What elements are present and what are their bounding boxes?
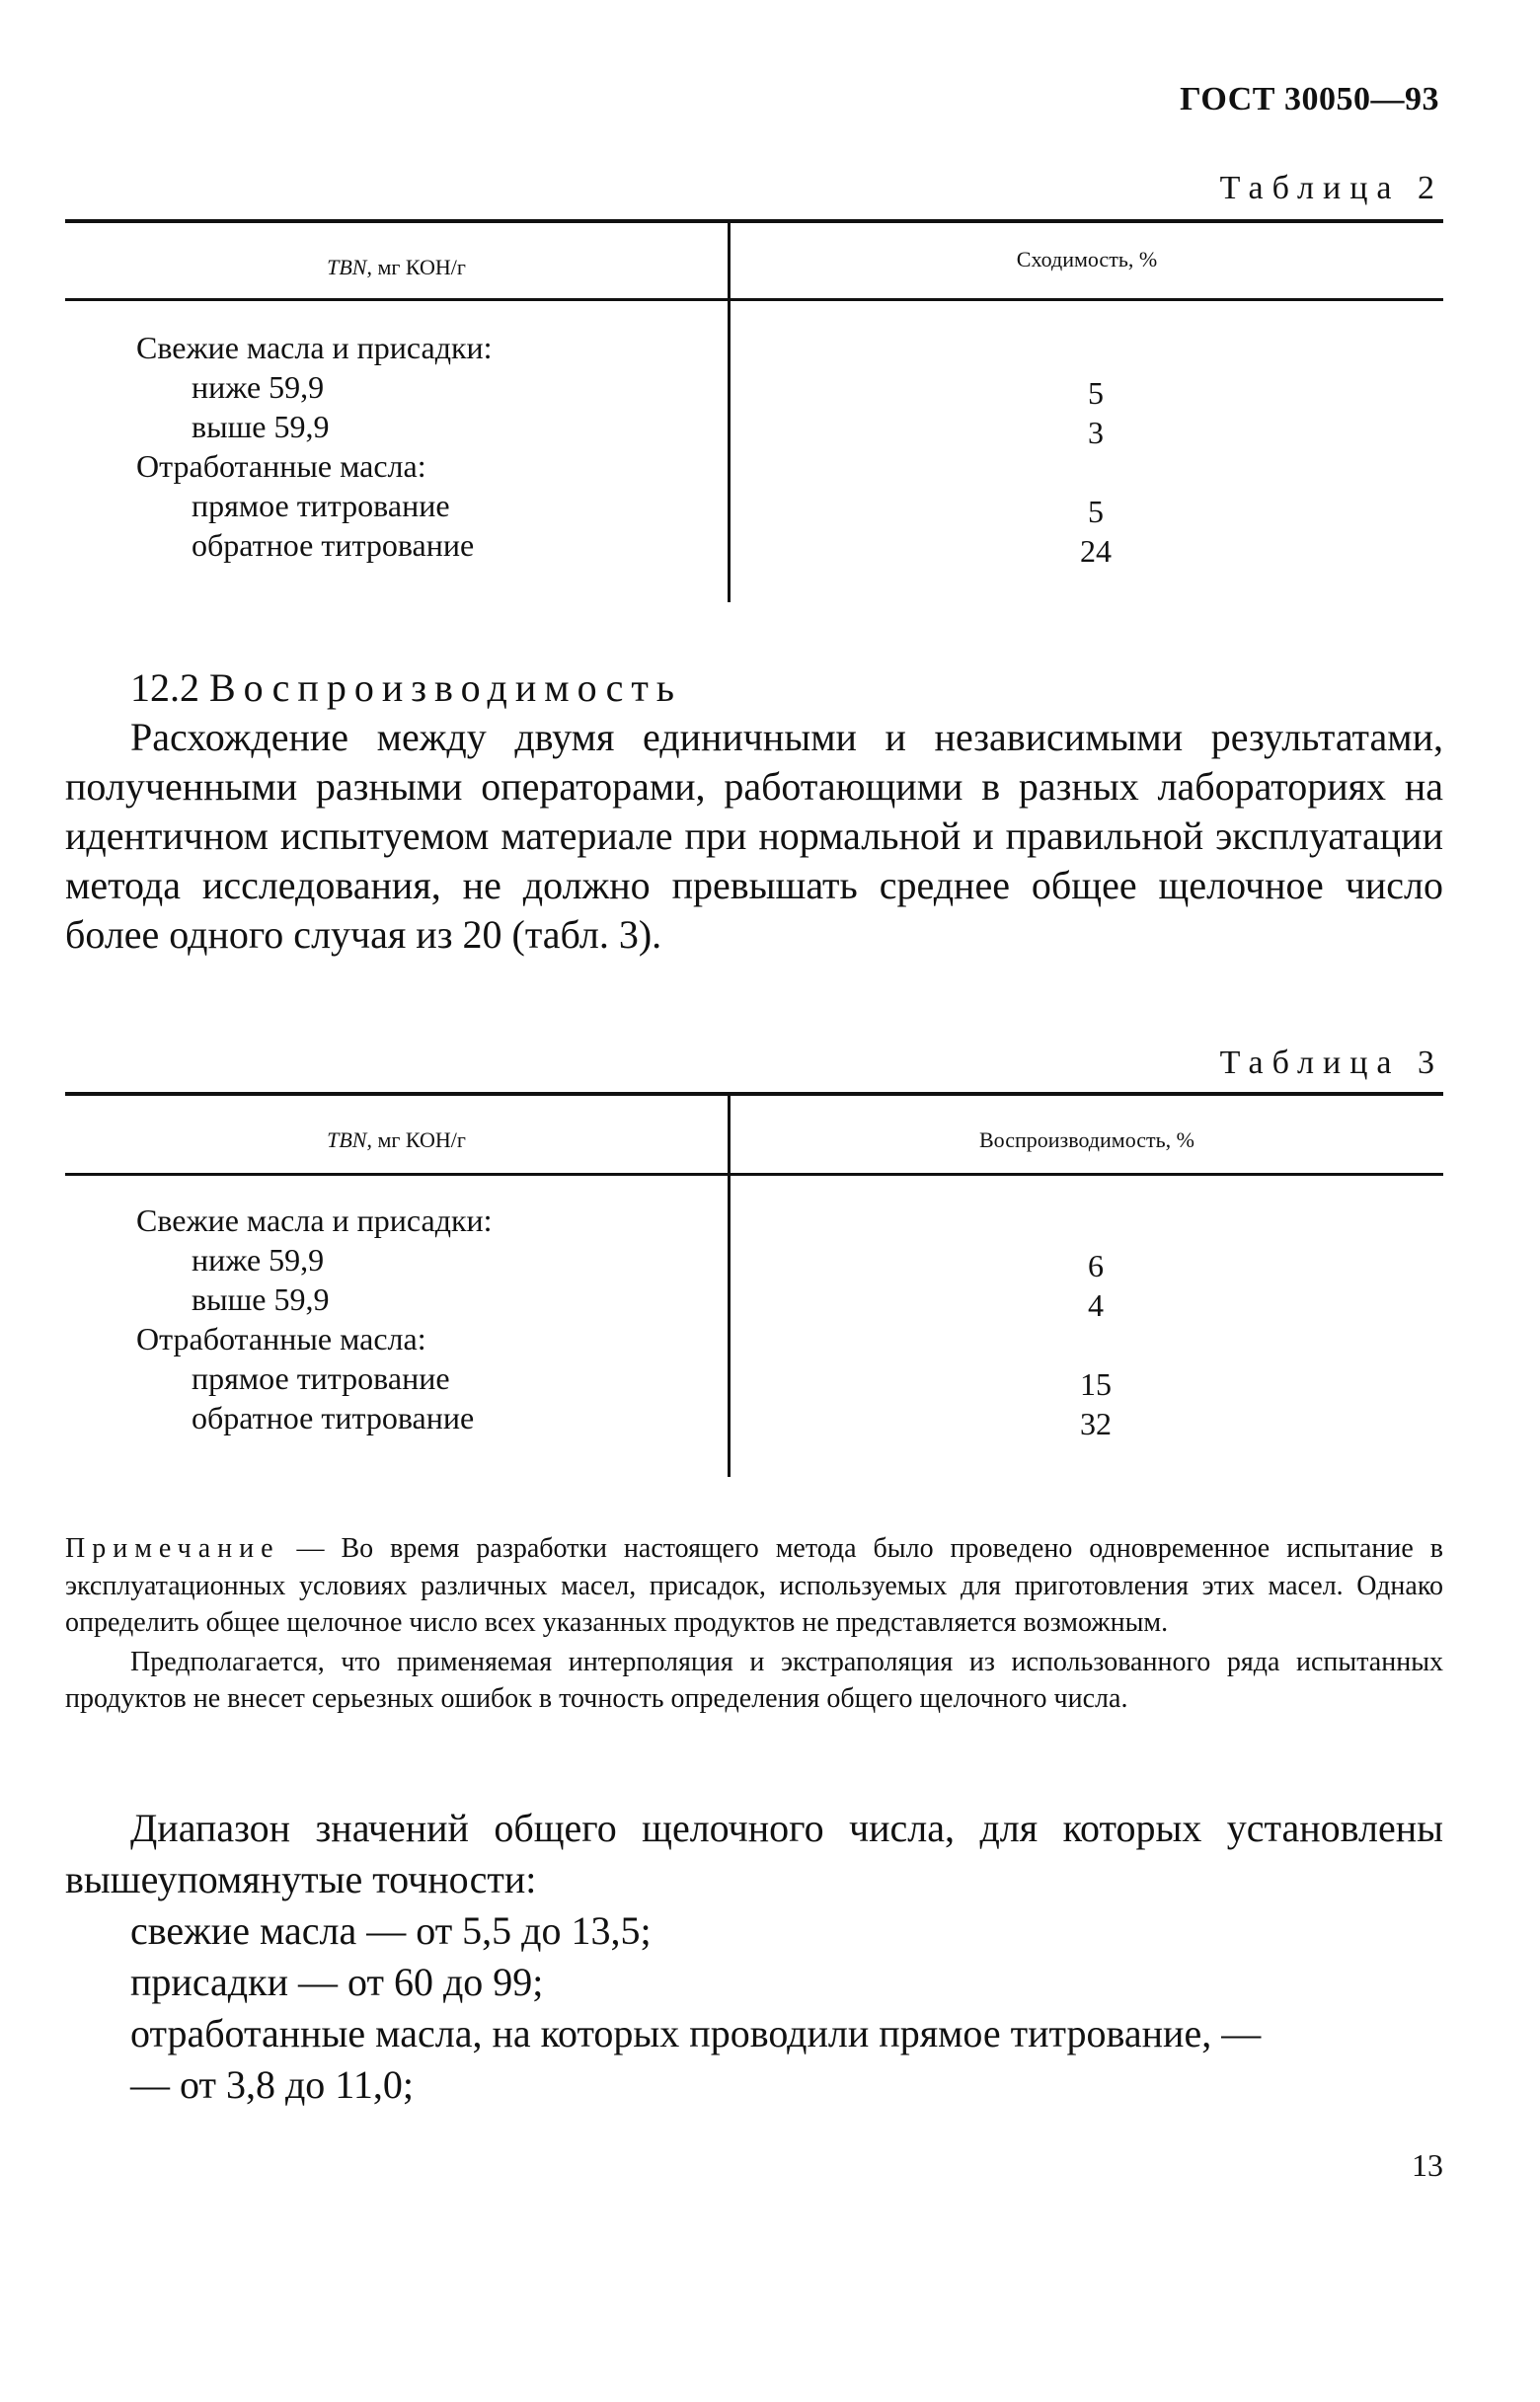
range-item-continuation: — от 3,8 до 11,0; [130,2062,414,2107]
table-row-label: выше 59,9 [192,1281,330,1317]
note-paragraph: Примечание — Во время разработки настоящего метода было проведено одновременное испытание в эксплуатационных условиях различных масел, присадок, используемых для приготовления этих масел. Однако определить общее щелочное число всех указанных продуктов не представляется возможным. [65,1533,1443,1638]
table-cell-value: 32 [1080,1406,1112,1441]
section-heading: 12.2 Воспроизводимость [130,665,683,710]
table-row-label: Свежие масла и присадки: [136,330,493,365]
table-row-label: Свежие масла и присадки: [136,1202,493,1238]
range-item: присадки — от 60 до 99; [130,1960,544,2004]
table-cell-value: 4 [1088,1287,1104,1323]
note-paragraph: Предполагается, что применяемая интерполяция и экстраполяция из использованного ряда испытанных продуктов не внесет серьезных ошибок в точность определения общего щелочного числа. [65,1646,1443,1714]
table-header-repeatability: Сходимость, % [1016,247,1158,271]
table-2-caption: Таблица 2 [1219,170,1443,206]
table-2 [65,219,1443,604]
table-cell-value: 5 [1088,494,1104,529]
table-column-divider [728,223,731,602]
table-row-label: ниже 59,9 [192,369,325,405]
range-item: свежие масла — от 5,5 до 13,5; [130,1908,652,1953]
table-header-tbn: TBN, мг КОН/г [327,255,466,279]
table-top-rule [65,219,1443,223]
range-list [65,1905,1443,2111]
table-cell-value: 24 [1080,533,1112,569]
table-header-tbn: TBN, мг КОН/г [327,1127,466,1152]
table-row-label: ниже 59,9 [192,1242,325,1278]
table-row-label: Отработанные масла: [136,1321,426,1356]
table-header-reproducibility: Воспроизводимость, % [978,1127,1194,1152]
table-header-rule [65,298,1443,301]
range-item: отработанные масла, на которых проводили прямое титрование, — [130,2011,1262,2055]
table-row-label: обратное титрование [192,1400,475,1435]
table-row-label: обратное титрование [192,527,475,563]
table-3 [65,1092,1443,1479]
table-cell-value: 6 [1088,1248,1104,1283]
table-row-label: Отработанные масла: [136,448,426,484]
note-block [65,1530,1443,1718]
table-3-caption: Таблица 3 [1219,1045,1443,1081]
page-number: 13 [1412,2147,1443,2183]
section-paragraph: Расхождение между двумя единичными и независимыми результатами, полученными разными операторами, работающими в разных лабораториях на идентичном испытуемом материале при нормальной и правильной эксплуатации метода исследования, не должно превышать среднее общее щелочное число более одного случая из 20 (табл. 3). [65,715,1443,957]
table-header-rule [65,1173,1443,1176]
table-cell-value: 3 [1088,415,1104,450]
document-header: ГОСТ 30050—93 [1180,81,1439,117]
table-row-label: прямое титрование [192,1360,450,1396]
table-row-label: выше 59,9 [192,409,330,444]
table-cell-value: 5 [1088,375,1104,411]
table-top-rule [65,1092,1443,1096]
table-cell-value: 15 [1080,1366,1112,1402]
range-paragraph: Диапазон значений общего щелочного числа, для которых установлены вышеупомянутые точности: [65,1806,1443,1901]
table-row-label: прямое титрование [192,488,450,523]
